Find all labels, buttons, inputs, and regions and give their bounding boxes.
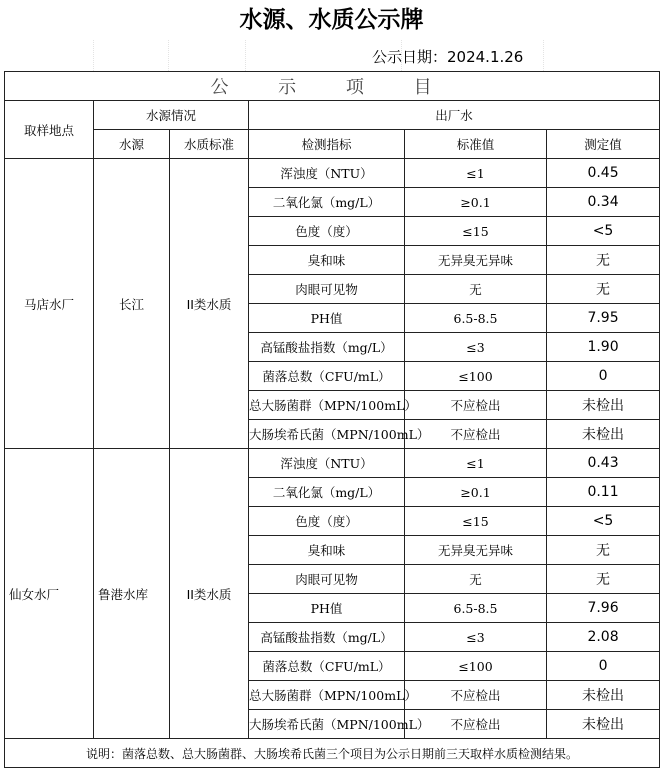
table-row	[5, 159, 660, 188]
indicator-cell: 菌落总数（CFU/mL）	[249, 362, 405, 391]
measured-value-cell: 无	[547, 275, 660, 304]
standard-value-cell: 不应检出	[405, 420, 547, 449]
footnote-row	[5, 739, 660, 768]
standard-value-cell: 不应检出	[405, 681, 547, 710]
measured-value-cell: 未检出	[547, 391, 660, 420]
standard-value-cell: 无异臭无异味	[405, 536, 547, 565]
measured-value-cell: <5	[547, 217, 660, 246]
plant-name: 仙女水厂	[5, 449, 94, 739]
header-source-info: 水源情况	[94, 101, 249, 130]
indicator-cell: PH值	[249, 304, 405, 333]
measured-value-cell: 0.43	[547, 449, 660, 478]
measured-value-cell: 0.11	[547, 478, 660, 507]
standard-value-cell: ≤15	[405, 217, 547, 246]
indicator-cell: 二氧化氯（mg/L）	[249, 188, 405, 217]
standard-value-cell: ≤15	[405, 507, 547, 536]
standard-value-cell: 6.5-8.5	[405, 304, 547, 333]
page-title: 水源、水质公示牌	[239, 7, 424, 33]
indicator-cell: 色度（度）	[249, 217, 405, 246]
publish-date: 公示日期：2024.1.26	[372, 48, 524, 66]
indicator-cell: 菌落总数（CFU/mL）	[249, 652, 405, 681]
measured-value-cell: 未检出	[547, 681, 660, 710]
standard-value-cell: ≤1	[405, 159, 547, 188]
standard-value-cell: 不应检出	[405, 710, 547, 739]
indicator-cell: 臭和味	[249, 246, 405, 275]
header-standard-class: 水质标准	[170, 130, 249, 159]
measured-value-cell: 无	[547, 246, 660, 275]
header-indicator: 检测指标	[249, 130, 405, 159]
indicator-cell: PH值	[249, 594, 405, 623]
measured-value-cell: 0	[547, 362, 660, 391]
measured-value-cell: 7.96	[547, 594, 660, 623]
plant-name: 马店水厂	[5, 159, 94, 449]
measured-value-cell: 1.90	[547, 333, 660, 362]
standard-value-cell: ≤3	[405, 333, 547, 362]
indicator-cell: 总大肠菌群（MPN/100mL）	[249, 681, 405, 710]
indicator-cell: 大肠埃希氏菌（MPN/100mL）	[249, 710, 405, 739]
section-band-title: 公 示 项 目	[5, 72, 660, 101]
measured-value-cell: 无	[547, 536, 660, 565]
standard-value-cell: ≤100	[405, 362, 547, 391]
plant-water-class: II类水质	[170, 159, 249, 449]
indicator-cell: 色度（度）	[249, 507, 405, 536]
standard-value-cell: ≤3	[405, 623, 547, 652]
indicator-cell: 二氧化氯（mg/L）	[249, 478, 405, 507]
standard-value-cell: 6.5-8.5	[405, 594, 547, 623]
measured-value-cell: 0	[547, 652, 660, 681]
standard-value-cell: 无异臭无异味	[405, 246, 547, 275]
water-quality-table	[4, 71, 660, 768]
measured-value-cell: 2.08	[547, 623, 660, 652]
indicator-cell: 浑浊度（NTU）	[249, 159, 405, 188]
measured-value-cell: 未检出	[547, 420, 660, 449]
indicator-cell: 大肠埃希氏菌（MPN/100mL）	[249, 420, 405, 449]
header-outlet-water: 出厂水	[249, 101, 660, 130]
standard-value-cell: ≥0.1	[405, 478, 547, 507]
indicator-cell: 臭和味	[249, 536, 405, 565]
standard-value-cell: ≥0.1	[405, 188, 547, 217]
header-standard-value: 标准值	[405, 130, 547, 159]
measured-value-cell: 无	[547, 565, 660, 594]
spreadsheet-gridlines	[8, 40, 656, 71]
indicator-cell: 高锰酸盐指数（mg/L）	[249, 333, 405, 362]
indicator-cell: 肉眼可见物	[249, 565, 405, 594]
indicator-cell: 肉眼可见物	[249, 275, 405, 304]
standard-value-cell: ≤1	[405, 449, 547, 478]
plant-water-class: II类水质	[170, 449, 249, 739]
header-location: 取样地点	[5, 101, 94, 159]
footnote: 说明：菌落总数、总大肠菌群、大肠埃希氏菌三个项目为公示日期前三天取样水质检测结果。	[5, 739, 660, 768]
plant-source: 鲁港水库	[94, 449, 170, 739]
header-measured-value: 测定值	[547, 130, 660, 159]
measured-value-cell: 0.34	[547, 188, 660, 217]
plant-source: 长江	[94, 159, 170, 449]
indicator-cell: 高锰酸盐指数（mg/L）	[249, 623, 405, 652]
standard-value-cell: ≤100	[405, 652, 547, 681]
standard-value-cell: 不应检出	[405, 391, 547, 420]
table-row	[5, 449, 660, 478]
measured-value-cell: <5	[547, 507, 660, 536]
indicator-cell: 浑浊度（NTU）	[249, 449, 405, 478]
standard-value-cell: 无	[405, 565, 547, 594]
measured-value-cell: 7.95	[547, 304, 660, 333]
measured-value-cell: 未检出	[547, 710, 660, 739]
standard-value-cell: 无	[405, 275, 547, 304]
indicator-cell: 总大肠菌群（MPN/100mL）	[249, 391, 405, 420]
header-source: 水源	[94, 130, 170, 159]
measured-value-cell: 0.45	[547, 159, 660, 188]
